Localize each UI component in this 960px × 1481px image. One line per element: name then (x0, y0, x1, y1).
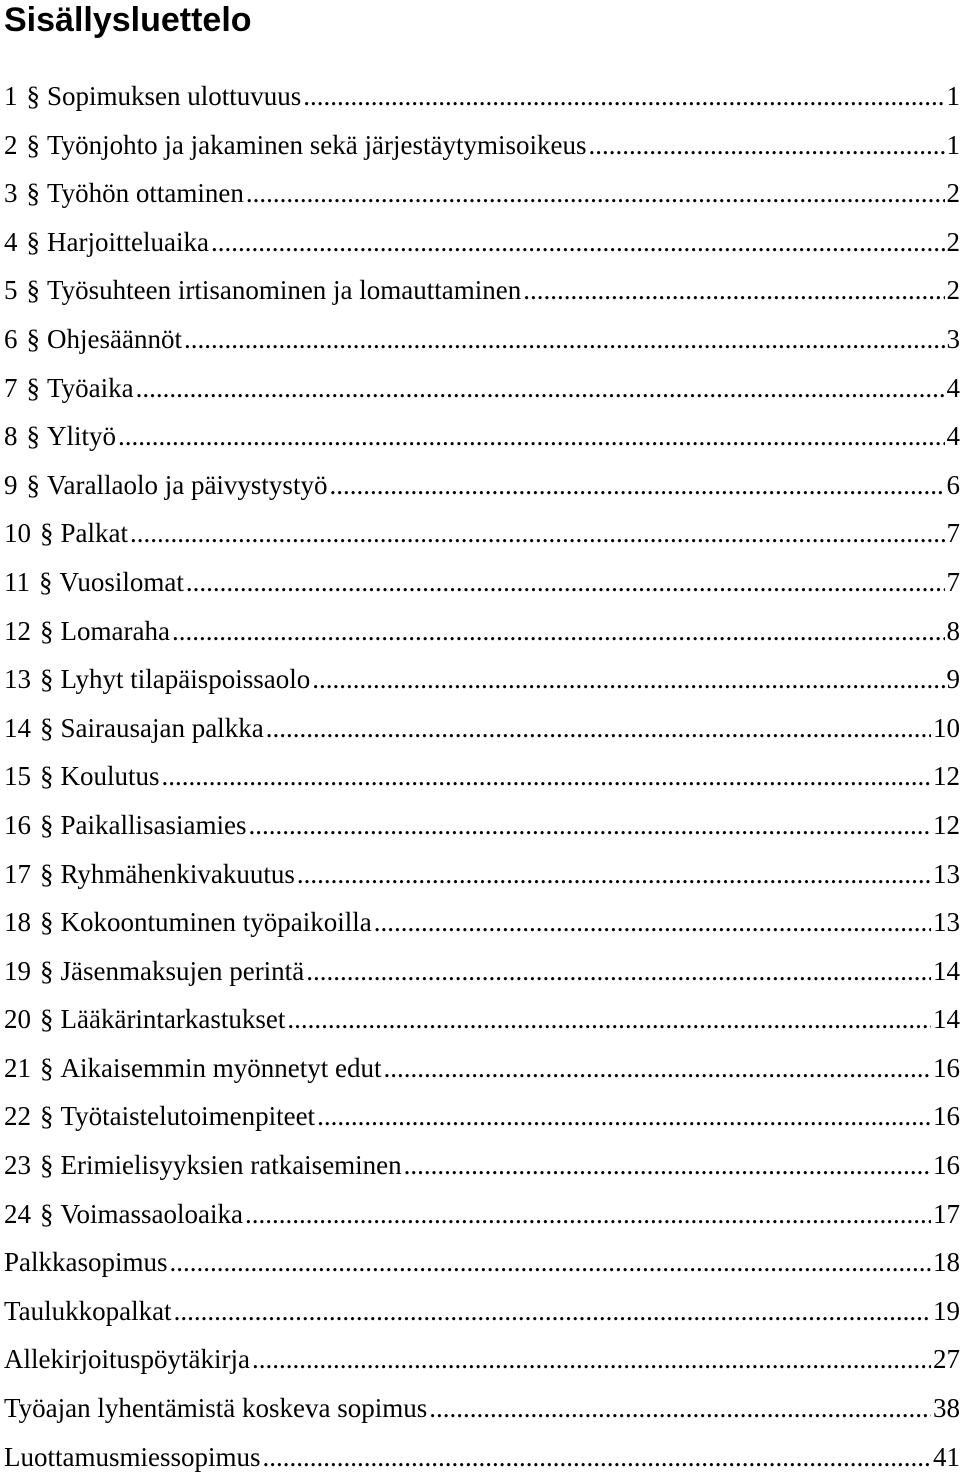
toc-entry[interactable] (4, 121, 960, 170)
dot-leader (317, 1092, 931, 1141)
dot-leader (136, 364, 945, 413)
toc-entry-number: 4 (4, 218, 18, 267)
toc-entry[interactable] (4, 218, 960, 267)
toc-entry-number: 13 (4, 655, 31, 704)
toc-entry-page-number: 16 (933, 1092, 960, 1141)
toc-entry[interactable] (4, 1092, 960, 1141)
toc-entry-label: Sairausajan palkka (61, 704, 264, 753)
dot-leader (297, 850, 931, 899)
toc-entry-label: Lääkärintarkastukset (61, 995, 286, 1044)
section-sign-icon: § (40, 704, 54, 753)
toc-entry[interactable] (4, 898, 960, 947)
toc-entry-page-number: 2 (947, 218, 960, 267)
toc-entry-page-number: 12 (933, 752, 960, 801)
toc-entry-label: Taulukkopalkat (4, 1287, 172, 1336)
toc-entry-number: 22 (4, 1092, 31, 1141)
toc-entry-label: Palkat (61, 509, 129, 558)
toc-entry-page-number: 2 (947, 169, 960, 218)
toc-title: Sisällysluettelo (4, 0, 252, 40)
toc-entry[interactable] (4, 995, 960, 1044)
toc-entry-number: 23 (4, 1141, 31, 1190)
toc-entry[interactable] (4, 947, 960, 996)
toc-entry-number: 14 (4, 704, 31, 753)
dot-leader (523, 266, 944, 315)
dot-leader (263, 1433, 932, 1481)
toc-entry-page-number: 19 (933, 1287, 960, 1336)
section-sign-icon: § (40, 995, 54, 1044)
toc-entry-number: 6 (4, 315, 18, 364)
dot-leader (162, 752, 931, 801)
toc-entry[interactable] (4, 558, 960, 607)
toc-entry-label: Voimassaoloaika (61, 1190, 243, 1239)
section-sign-icon: § (40, 801, 54, 850)
toc-entry[interactable] (4, 169, 960, 218)
toc-entry[interactable] (4, 1384, 960, 1433)
toc-entry[interactable] (4, 704, 960, 753)
toc-entry[interactable] (4, 1287, 960, 1336)
section-sign-icon: § (40, 947, 54, 996)
toc-entry-page-number: 1 (947, 121, 960, 170)
dot-leader (186, 558, 945, 607)
section-sign-icon: § (27, 364, 41, 413)
table-of-contents (4, 72, 960, 1481)
toc-entry-page-number: 14 (933, 995, 960, 1044)
toc-entry-page-number: 17 (933, 1190, 960, 1239)
toc-entry-page-number: 27 (933, 1335, 960, 1384)
toc-entry-number: 10 (4, 509, 31, 558)
toc-entry-number: 12 (4, 607, 31, 656)
dot-leader (246, 169, 945, 218)
toc-entry-label: Sopimuksen ulottuvuus (47, 72, 301, 121)
toc-entry-label: Allekirjoituspöytäkirja (4, 1335, 250, 1384)
toc-entry-number: 24 (4, 1190, 31, 1239)
toc-entry-number: 7 (4, 364, 18, 413)
toc-entry-label: Varallaolo ja päivystystyö (47, 461, 327, 510)
dot-leader (174, 1287, 931, 1336)
section-sign-icon: § (27, 169, 41, 218)
section-sign-icon: § (40, 1044, 54, 1093)
section-sign-icon: § (40, 898, 54, 947)
dot-leader (130, 509, 945, 558)
dot-leader (329, 461, 944, 510)
toc-entry-number: 21 (4, 1044, 31, 1093)
dot-leader (312, 655, 944, 704)
dot-leader (383, 1044, 931, 1093)
toc-entry[interactable] (4, 1141, 960, 1190)
toc-entry-page-number: 16 (933, 1141, 960, 1190)
toc-entry-label: Erimielisyyksien ratkaiseminen (61, 1141, 402, 1190)
toc-entry-page-number: 10 (933, 704, 960, 753)
toc-entry[interactable] (4, 801, 960, 850)
dot-leader (266, 704, 931, 753)
toc-entry-label: Harjoitteluaika (47, 218, 209, 267)
dot-leader (248, 801, 931, 850)
toc-entry[interactable] (4, 1190, 960, 1239)
toc-entry-number: 5 (4, 266, 18, 315)
section-sign-icon: § (40, 850, 54, 899)
toc-entry[interactable] (4, 364, 960, 413)
toc-entry-number: 11 (4, 558, 30, 607)
toc-entry[interactable] (4, 315, 960, 364)
toc-entry-label: Kokoontuminen työpaikoilla (61, 898, 372, 947)
toc-entry-label: Luottamusmiessopimus (4, 1433, 261, 1481)
toc-entry-label: Paikallisasiamies (61, 801, 247, 850)
toc-entry-page-number: 7 (947, 509, 960, 558)
toc-entry-label: Ylityö (47, 412, 116, 461)
toc-entry-page-number: 7 (947, 558, 960, 607)
toc-entry-label: Aikaisemmin myönnetyt edut (61, 1044, 382, 1093)
toc-entry-label: Palkkasopimus (4, 1238, 168, 1287)
dot-leader (374, 898, 931, 947)
toc-entry-page-number: 41 (933, 1433, 960, 1481)
toc-entry-page-number: 9 (947, 655, 960, 704)
toc-entry-label: Lyhyt tilapäispoissaolo (61, 655, 311, 704)
toc-entry[interactable] (4, 1335, 960, 1384)
dot-leader (211, 218, 945, 267)
toc-entry[interactable] (4, 1044, 960, 1093)
toc-entry-label: Työhön ottaminen (47, 169, 244, 218)
section-sign-icon: § (40, 655, 54, 704)
toc-entry-number: 16 (4, 801, 31, 850)
toc-entry-page-number: 2 (947, 266, 960, 315)
toc-entry-label: Vuosilomat (60, 558, 184, 607)
toc-entry-label: Jäsenmaksujen perintä (61, 947, 305, 996)
dot-leader (287, 995, 931, 1044)
toc-entry[interactable] (4, 1433, 960, 1481)
toc-entry[interactable] (4, 412, 960, 461)
dot-leader (172, 607, 945, 656)
toc-entry[interactable] (4, 461, 960, 510)
section-sign-icon: § (27, 412, 41, 461)
toc-entry-page-number: 16 (933, 1044, 960, 1093)
toc-entry-number: 1 (4, 72, 18, 121)
dot-leader (429, 1384, 931, 1433)
dot-leader (184, 315, 945, 364)
toc-entry-page-number: 3 (947, 315, 960, 364)
toc-entry[interactable] (4, 752, 960, 801)
toc-entry[interactable] (4, 1238, 960, 1287)
section-sign-icon: § (40, 1092, 54, 1141)
toc-entry[interactable] (4, 72, 960, 121)
section-sign-icon: § (27, 72, 41, 121)
toc-entry-label: Koulutus (61, 752, 160, 801)
section-sign-icon: § (40, 1141, 54, 1190)
toc-entry[interactable] (4, 509, 960, 558)
toc-entry-page-number: 12 (933, 801, 960, 850)
toc-entry-number: 2 (4, 121, 18, 170)
toc-entry[interactable] (4, 266, 960, 315)
toc-entry-label: Lomaraha (61, 607, 170, 656)
toc-entry-number: 3 (4, 169, 18, 218)
section-sign-icon: § (40, 607, 54, 656)
dot-leader (170, 1238, 931, 1287)
toc-entry-number: 9 (4, 461, 18, 510)
section-sign-icon: § (39, 558, 53, 607)
toc-entry-number: 19 (4, 947, 31, 996)
toc-entry-label: Työajan lyhentämistä koskeva sopimus (4, 1384, 427, 1433)
toc-entry-page-number: 8 (947, 607, 960, 656)
toc-entry-number: 15 (4, 752, 31, 801)
section-sign-icon: § (27, 315, 41, 364)
toc-entry-label: Työnjohto ja jakaminen sekä järjestäytymisoikeus (47, 121, 587, 170)
toc-entry-page-number: 6 (947, 461, 960, 510)
section-sign-icon: § (40, 509, 54, 558)
toc-entry-page-number: 18 (933, 1238, 960, 1287)
section-sign-icon: § (27, 218, 41, 267)
toc-entry-label: Ohjesäännöt (47, 315, 182, 364)
toc-entry-number: 20 (4, 995, 31, 1044)
dot-leader (303, 72, 944, 121)
section-sign-icon: § (27, 121, 41, 170)
toc-entry-page-number: 4 (947, 364, 960, 413)
toc-entry-page-number: 13 (933, 850, 960, 899)
toc-entry-label: Työaika (47, 364, 134, 413)
toc-entry-label: Työtaistelutoimenpiteet (61, 1092, 316, 1141)
section-sign-icon: § (40, 752, 54, 801)
toc-entry-page-number: 13 (933, 898, 960, 947)
toc-entry[interactable] (4, 850, 960, 899)
toc-entry-number: 17 (4, 850, 31, 899)
dot-leader (404, 1141, 931, 1190)
toc-entry-label: Työsuhteen irtisanominen ja lomauttaminen (47, 266, 521, 315)
section-sign-icon: § (27, 266, 41, 315)
section-sign-icon: § (40, 1190, 54, 1239)
toc-entry-page-number: 38 (933, 1384, 960, 1433)
toc-entry-page-number: 4 (947, 412, 960, 461)
dot-leader (245, 1190, 931, 1239)
dot-leader (306, 947, 931, 996)
dot-leader (252, 1335, 931, 1384)
toc-entry-page-number: 14 (933, 947, 960, 996)
dot-leader (589, 121, 945, 170)
toc-entry-page-number: 1 (947, 72, 960, 121)
toc-entry-number: 18 (4, 898, 31, 947)
toc-entry[interactable] (4, 655, 960, 704)
toc-entry[interactable] (4, 607, 960, 656)
dot-leader (118, 412, 944, 461)
toc-entry-label: Ryhmähenkivakuutus (61, 850, 295, 899)
section-sign-icon: § (27, 461, 41, 510)
toc-entry-number: 8 (4, 412, 18, 461)
